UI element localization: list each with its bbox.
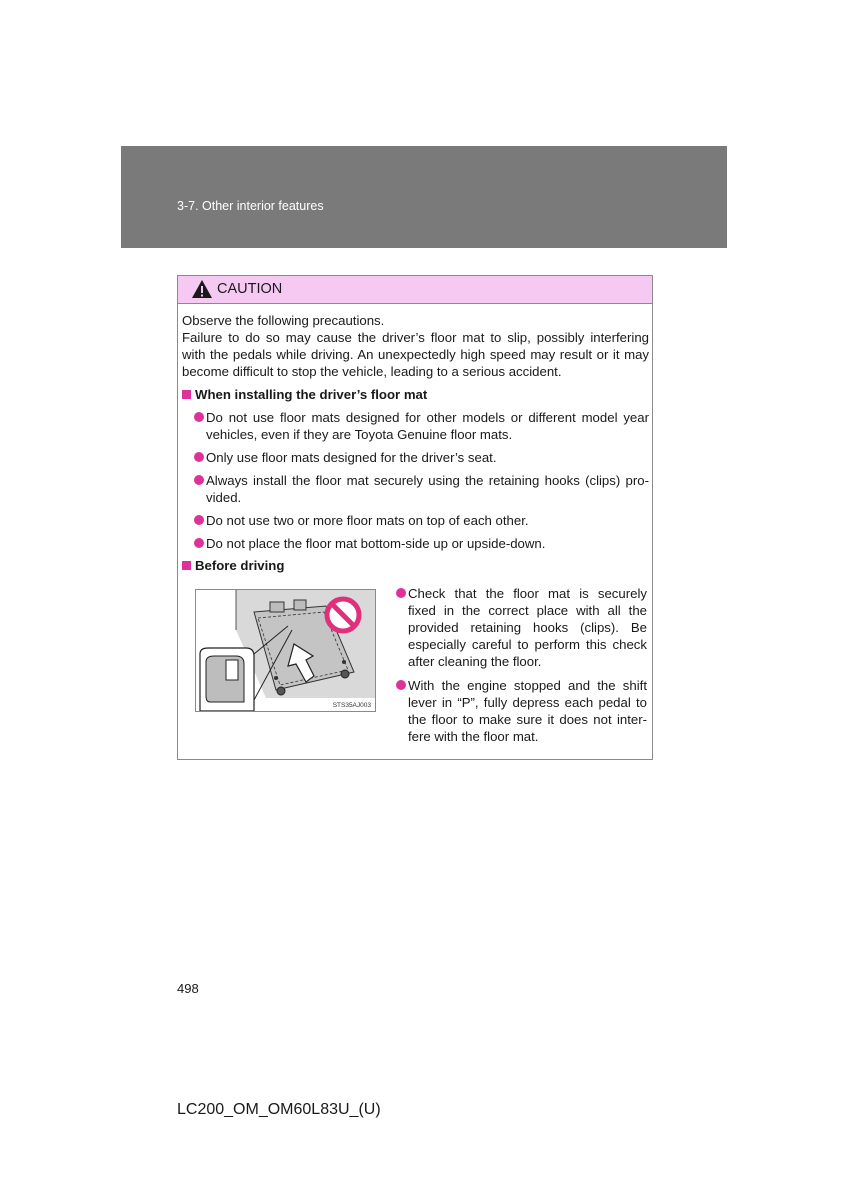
warning-icon xyxy=(191,279,213,299)
section-label: 3-7. Other interior features xyxy=(177,199,324,213)
list-item: Do not use floor mats designed for other models or different model year vehicles, even if they are Toyota Genuine floor mats. xyxy=(194,409,649,443)
bullet-dot-icon xyxy=(396,588,406,598)
list-item: Do not use two or more floor mats on top of each other. xyxy=(194,512,649,529)
floor-mat-illustration xyxy=(195,589,376,712)
list-item: Do not place the floor mat bottom-side up or upside-down. xyxy=(194,535,649,552)
bullet-dot-icon xyxy=(194,412,204,422)
header-band xyxy=(121,146,727,248)
caution-box xyxy=(177,275,653,760)
list-item: With the engine stopped and the shift lever in “P”, fully depress each pedal to the floor to make sure it does not inter- fere with the floor mat. xyxy=(396,677,647,745)
bullet-dot-icon xyxy=(194,452,204,462)
bullet-dot-icon xyxy=(194,475,204,485)
bullet-dot-icon xyxy=(396,680,406,690)
intro-line: with the pedals while driving. An unexpectedly high speed may result or it may xyxy=(182,347,649,362)
bullet-dot-icon xyxy=(194,515,204,525)
list-item: Always install the floor mat securely using the retaining hooks (clips) pro- vided. xyxy=(194,472,649,506)
caution-intro xyxy=(182,312,649,380)
list-item: Check that the floor mat is securely fixed in the correct place with all the provided retaining hooks (clips). Be especially careful to perform this check after cleaning the floor. xyxy=(396,585,647,670)
bullet-dot-icon xyxy=(194,538,204,548)
before-driving-heading: Before driving xyxy=(182,558,284,573)
square-bullet-icon xyxy=(182,390,191,399)
page-number: 498 xyxy=(177,981,199,996)
caution-title: CAUTION xyxy=(217,281,283,297)
intro-line: become difficult to stop the vehicle, leading to a serious accident. xyxy=(182,364,562,379)
installing-heading: When installing the driver’s floor mat xyxy=(182,387,427,402)
square-bullet-icon xyxy=(182,561,191,570)
list-item: Only use floor mats designed for the driver’s seat. xyxy=(194,449,649,466)
document-code: LC200_OM_OM60L83U_(U) xyxy=(177,1101,381,1118)
intro-line: Failure to do so may cause the driver’s floor mat to slip, possibly interfering xyxy=(182,330,649,345)
prohibited-icon xyxy=(323,595,363,635)
figure-code: STS35AJ003 xyxy=(332,702,371,709)
intro-line: Observe the following precautions. xyxy=(182,313,385,328)
caution-header xyxy=(178,276,652,304)
